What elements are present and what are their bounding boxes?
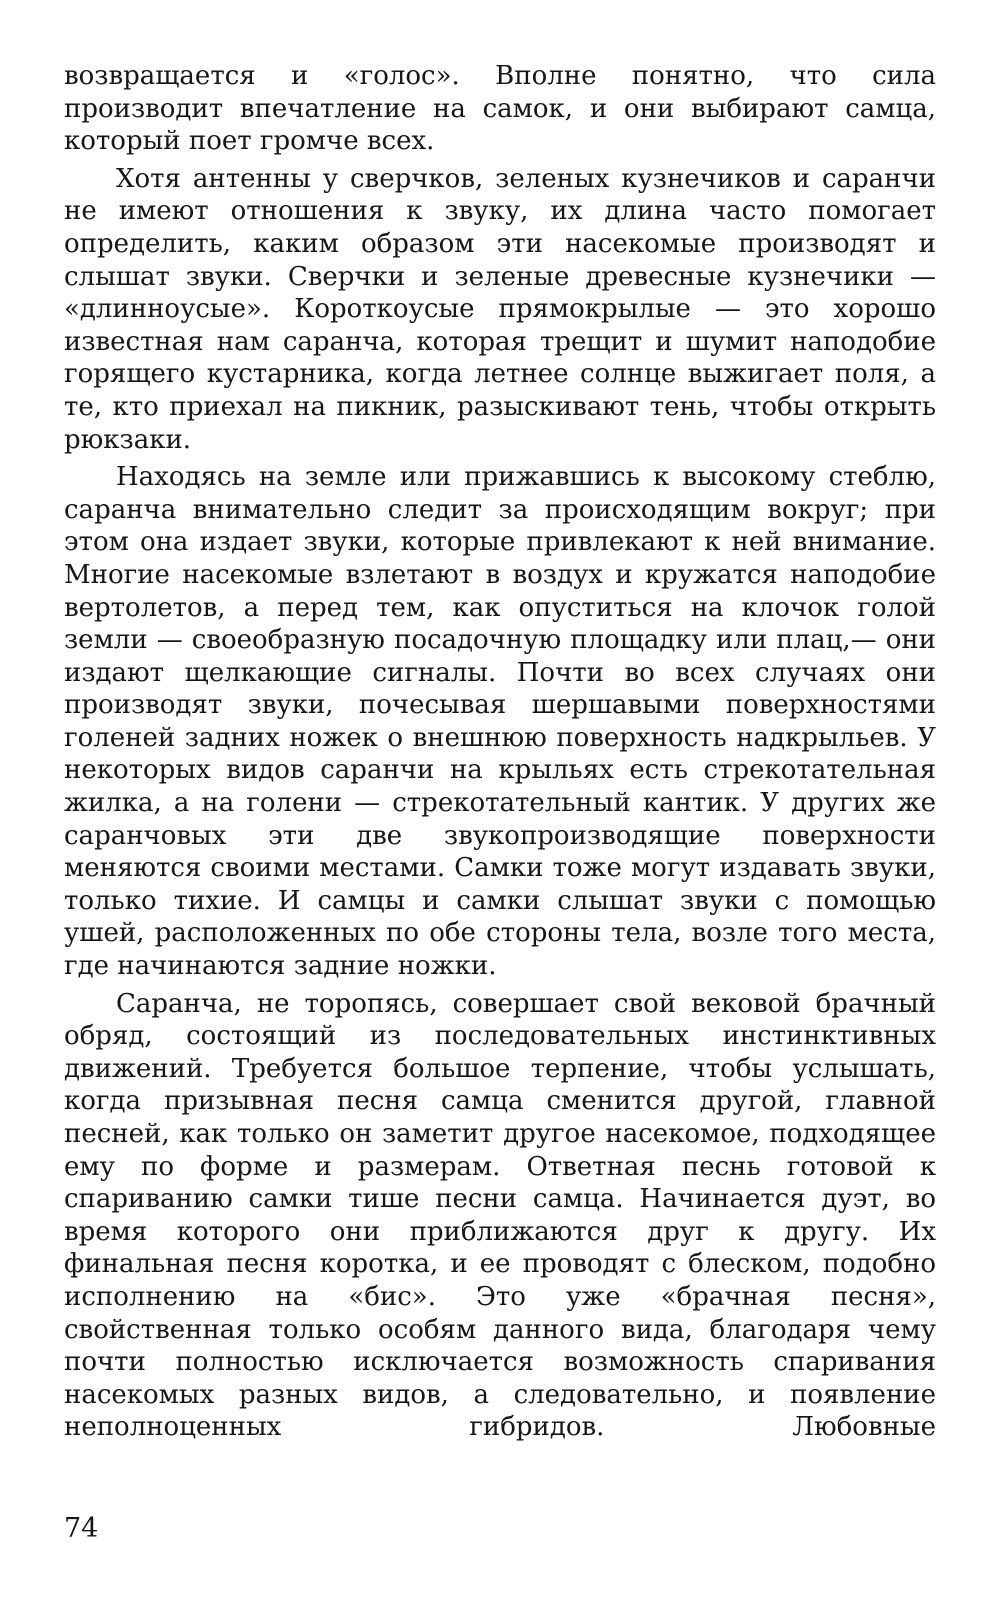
paragraph-antennae: Хотя антенны у сверчков, зеленых кузнечиков и саранчи не имеют отношения к звуку, их длина часто помогает определить, каким образом эти насекомые производят и слышат звуки. Сверчки и зеленые древесные кузнечики — «длинноусые». Короткоусые прямокрылые — это хорошо известная нам саранча, которая трещит и шумит наподобие горящего кустарника, когда летнее солнце выжигает поля, а те, кто приехал на пикник, разыскивают тень, чтобы открыть рюкзаки. (64, 163, 936, 455)
page-body-text (64, 60, 936, 1444)
paragraph-locust-sounds: Находясь на земле или прижавшись к высокому стеблю, саранча внимательно следит за происходящим вокруг; при этом она издает звуки, которые привлекают к ней внимание. Многие насекомые взлетают в воздух и кружатся наподобие вертолетов, а перед тем, как опуститься на клочок голой земли — своеобразную посадочную площадку или плац,— они издают щелкающие сигналы. Почти во всех случаях они производят звуки, почесывая шершавыми поверхностями голеней задних ножек о внешнюю поверхность надкрыльев. У некоторых видов саранчи на крыльях есть стрекотательная жилка, а на голени — стрекотательный кантик. У других же саранчовых эти две звукопроизводящие поверхности меняются своими местами. Самки тоже могут издавать звуки, только тихие. И самцы и самки слышат звуки с помощью ушей, расположенных по обе стороны тела, возле того места, где начинаются задние ножки. (64, 462, 936, 982)
page-number: 74 (64, 1513, 99, 1544)
paragraph-mating-ritual: Саранча, не торопясь, совершает свой вековой брачный обряд, состоящий из последовательных инстинктивных движений. Требуется большое терпение, чтобы услышать, когда призывная песня самца сменится другой, главной песней, как только он заметит другое насекомое, подходящее ему по форме и размерам. Ответная песнь готовой к спариванию самки тише песни самца. Начинается дуэт, во время которого они приближаются друг к другу. Их финальная песня коротка, и ее проводят с блеском, подобно исполнению на «бис». Это уже «брачная песня», свойственная только особям данного вида, благодаря чему почти полностью исключается возможность спаривания насекомых разных видов, а следовательно, и появление неполноценных гибридов. Любовные (64, 988, 936, 1443)
paragraph-continuation: возвращается и «голос». Вполне понятно, что сила производит впечатление на самок, и они выбирают самца, который поет громче всех. (64, 61, 936, 157)
book-page (64, 60, 936, 1540)
